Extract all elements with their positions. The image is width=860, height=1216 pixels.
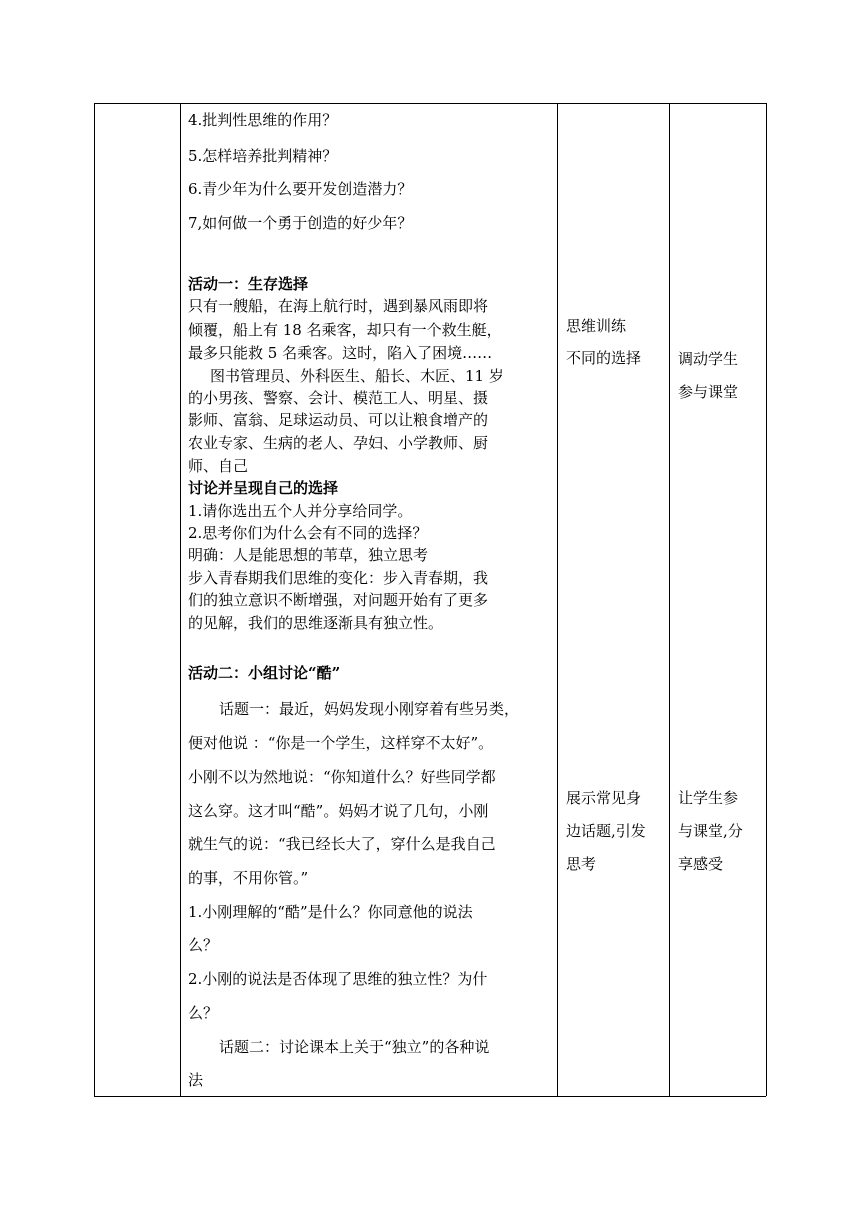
activity-1-line: 影师、富翁、足球运动员、可以让粮食增产的: [188, 411, 489, 429]
discussion-line: 们的独立意识不断增强，对问题开始有了更多: [188, 591, 489, 609]
purpose-text: 调动学生: [678, 350, 739, 368]
activity-2-title: 活动二：小组讨论“酷”: [188, 664, 341, 682]
activity-2-line: 2.小刚的说法是否体现了思维的独立性？为什: [188, 970, 488, 988]
discussion-line: 步入青春期我们思维的变化：步入青春期，我: [188, 569, 489, 587]
question-6: 6.青少年为什么要开发创造潜力？: [188, 180, 413, 198]
discussion-line: 2.思考你们为什么会有不同的选择？: [188, 524, 428, 542]
activity-1-line: 倾覆，船上有 18 名乘客，却只有一个救生艇，: [188, 321, 502, 339]
discussion-line: 的见解，我们的思维逐渐具有独立性。: [188, 614, 444, 632]
activity-2-line: 小刚不以为然地说：“你知道什么？好些同学都: [188, 768, 496, 786]
design-text: 思维训练: [566, 317, 627, 335]
design-text: 不同的选择: [566, 349, 642, 367]
activity-2-line: 法: [188, 1071, 204, 1089]
purpose-text: 让学生参: [678, 789, 739, 807]
activity-2-line: 话题二：讨论课本上关于“独立”的各种说: [219, 1038, 490, 1056]
activity-2-line: 话题一：最近，妈妈发现小刚穿着有些另类，: [219, 700, 520, 718]
purpose-text: 享感受: [678, 855, 724, 873]
discussion-line: 明确：人是能思想的苇草，独立思考: [188, 546, 429, 564]
table-right-border: [766, 103, 767, 1096]
activity-1-line: 图书管理员、外科医生、船长、木匠、11 岁: [210, 367, 504, 385]
question-5: 5.怎样培养批判精神？: [188, 147, 338, 165]
activity-1-line: 只有一艘船，在海上航行时，遇到暴风雨即将: [188, 297, 489, 315]
question-4: 4.批判性思维的作用？: [188, 111, 338, 129]
design-text: 边话题,引发: [566, 822, 646, 840]
purpose-text: 与课堂,分: [678, 822, 743, 840]
column-divider-3: [669, 103, 670, 1096]
column-divider-1: [180, 103, 181, 1096]
activity-2-line: 1.小刚理解的“酷”是什么？你同意他的说法: [188, 903, 473, 921]
activity-2-line: 的事，不用你管。”: [188, 869, 309, 887]
design-text: 展示常见身: [566, 789, 642, 807]
activity-1-line: 的小男孩、警察、会计、模范工人、明星、摄: [188, 389, 489, 407]
purpose-text: 参与课堂: [678, 383, 739, 401]
activity-2-line: 便对他说 ：“你是一个学生，这样穿不太好”。: [188, 734, 494, 752]
activity-1-line: 农业专家、生病的老人、孕妇、小学教师、厨: [188, 434, 489, 452]
activity-1-line: 师、自己: [188, 457, 249, 475]
discussion-title: 讨论并呈现自己的选择: [188, 479, 339, 497]
activity-2-line: 么？: [188, 1004, 219, 1022]
table-left-border: [94, 103, 95, 1096]
activity-2-line: 么？: [188, 936, 219, 954]
activity-1-title: 活动一：生存选择: [188, 275, 309, 293]
table-top-border: [94, 103, 766, 104]
column-divider-2: [557, 103, 558, 1096]
activity-2-line: 就生气的说：“我已经长大了，穿什么是我自己: [188, 835, 496, 853]
question-7: 7,如何做一个勇于创造的好少年？: [188, 214, 413, 232]
activity-1-line: 最多只能救 5 名乘客。这时，陷入了困境……: [188, 344, 493, 362]
activity-2-line: 这么穿。这才叫“酷”。妈妈才说了几句，小刚: [188, 802, 489, 820]
discussion-line: 1.请你选出五个人并分享给同学。: [188, 502, 413, 520]
design-text: 思考: [566, 855, 597, 873]
table-bottom-border: [94, 1096, 766, 1097]
